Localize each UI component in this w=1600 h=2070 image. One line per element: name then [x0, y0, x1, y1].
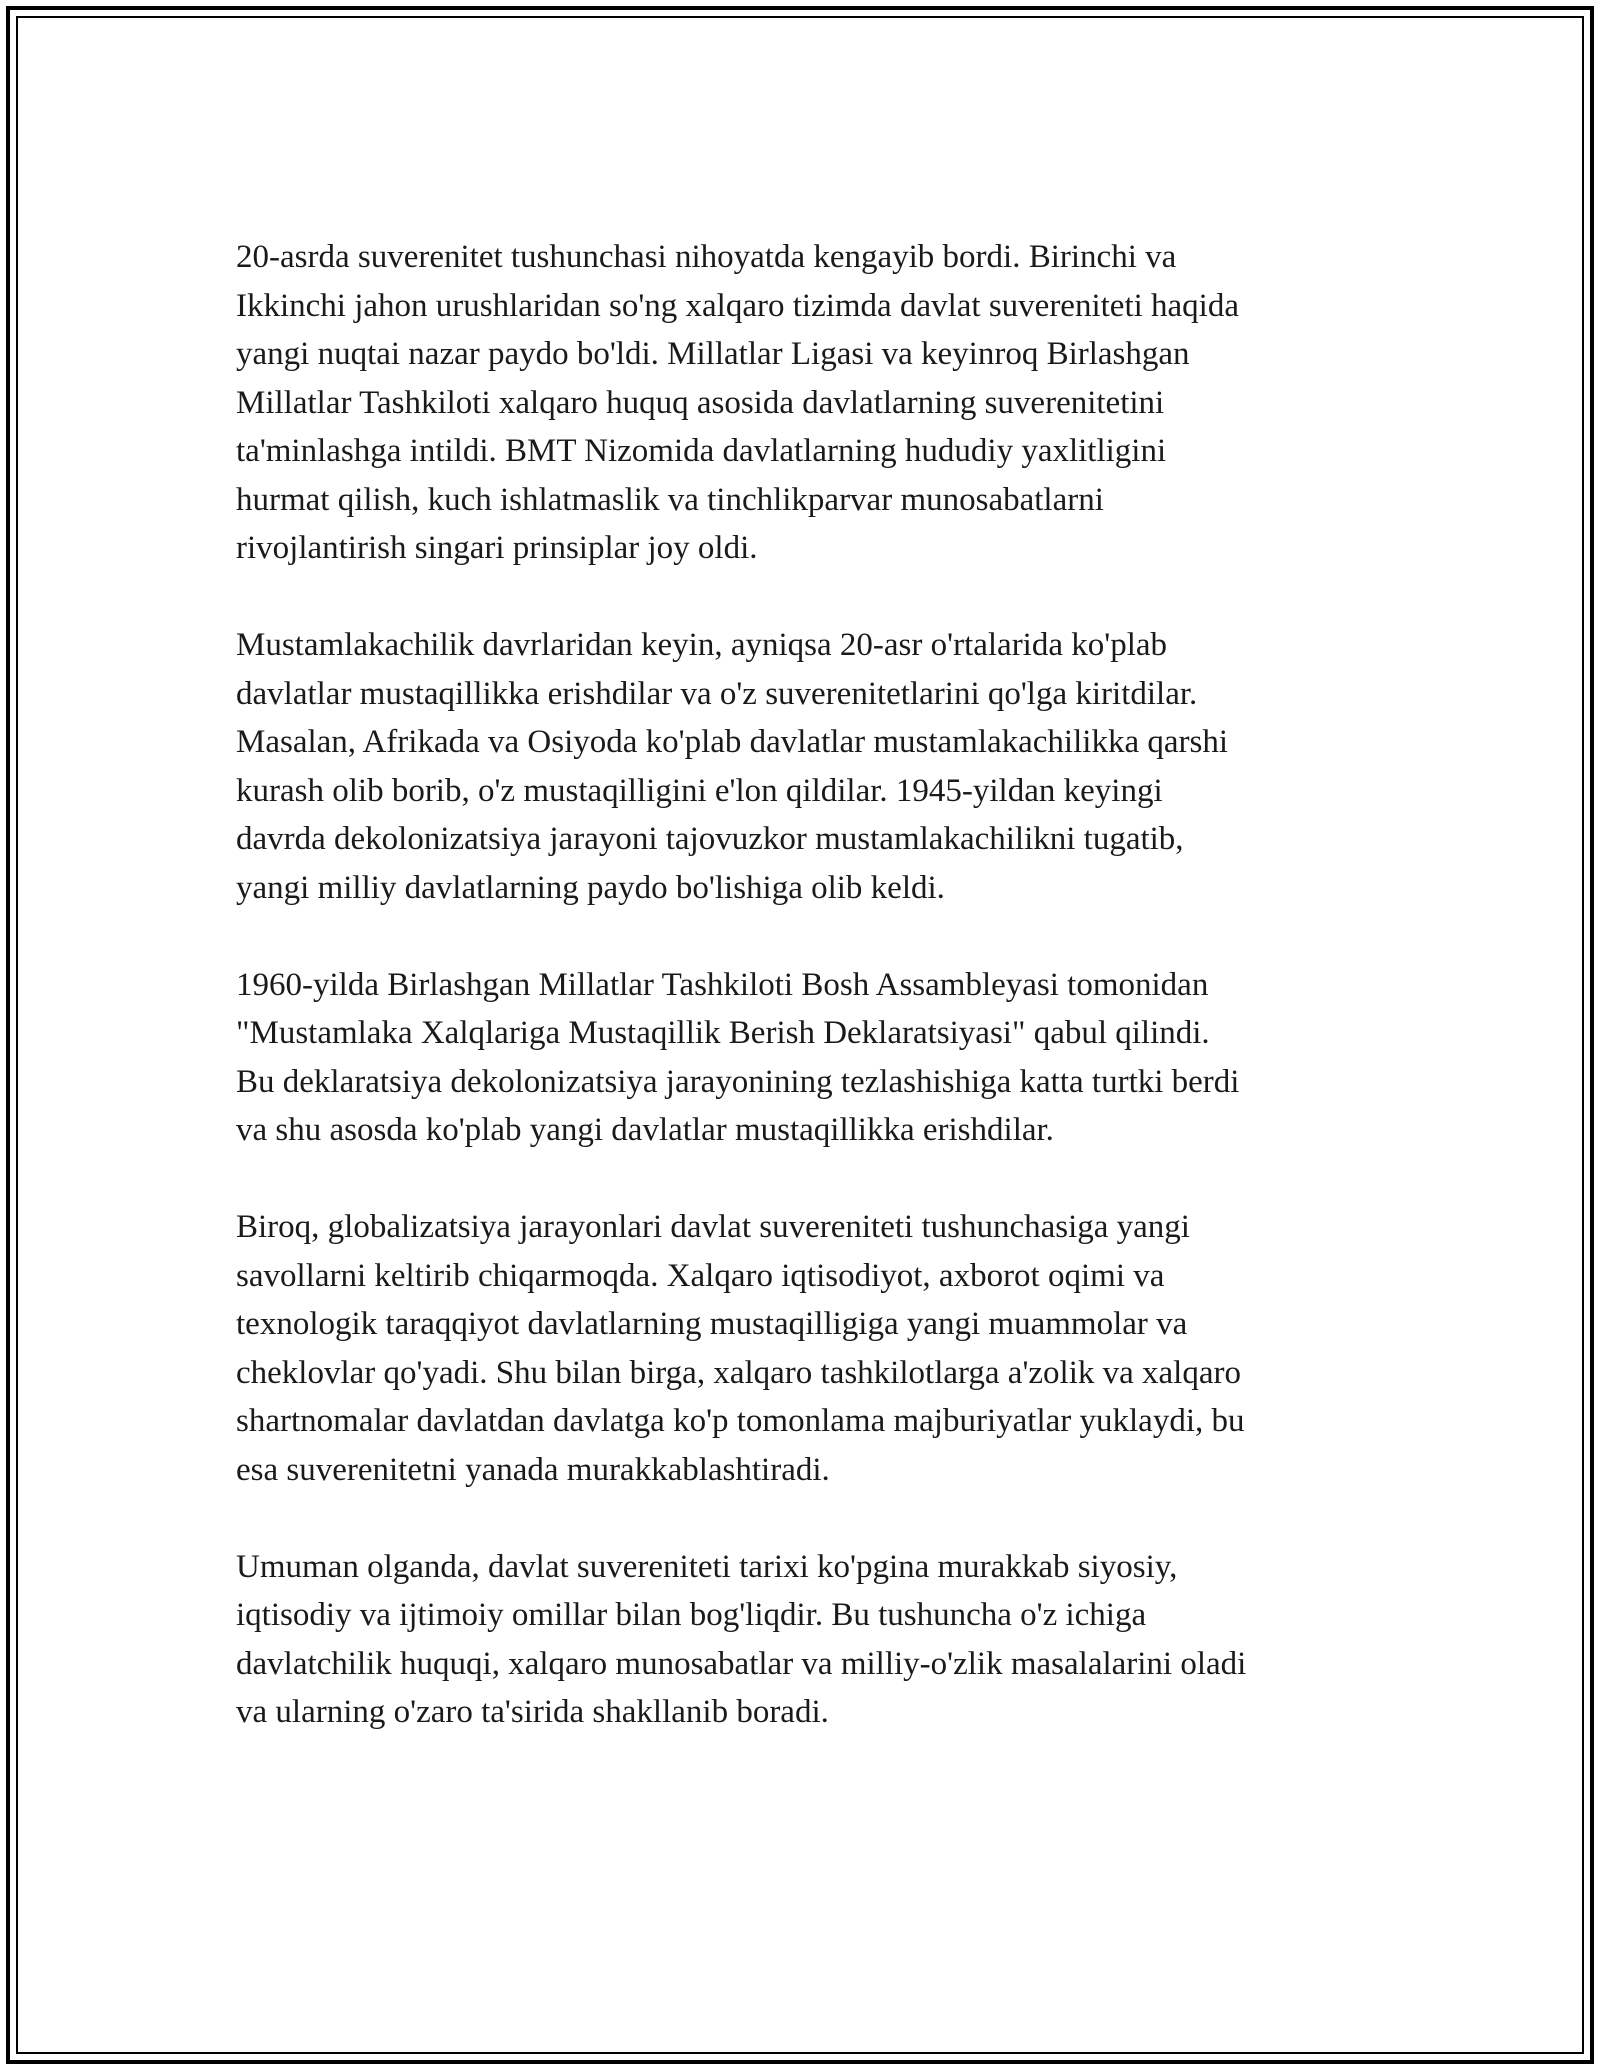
text-line: yangi milliy davlatlarning paydo bo'lishiga olib keldi. [236, 869, 945, 906]
paragraph-1 [236, 233, 1366, 573]
text-line: hurmat qilish, kuch ishlatmaslik va tinchlikparvar munosabatlarni [236, 481, 1104, 518]
text-line: kurash olib borib, o'z mustaqilligini e'lon qildilar. 1945-yildan keyingi [236, 772, 1163, 809]
text-line: texnologik taraqqiyot davlatlarning mustaqilligiga yangi muammolar va [236, 1306, 1188, 1342]
text-line: davlatchilik huquqi, xalqaro munosabatlar va milliy-o'zlik masalalarini oladi [236, 1645, 1247, 1682]
text-line: Biroq, globalizatsiya jarayonlari davlat suvereniteti tushunchasiga yangi [236, 1209, 1190, 1245]
text-line: Mustamlakachilik davrlaridan keyin, ayniqsa 20-asr o'rtalarida ko'plab [236, 627, 1168, 663]
text-line: davlatlar mustaqillikka erishdilar va o'z suverenitetlarini qo'lga kiritdilar. [236, 675, 1198, 712]
paragraph-2 [236, 621, 1366, 912]
paragraph-3 [236, 961, 1366, 1155]
paragraph-4 [236, 1203, 1366, 1494]
text-line: cheklovlar qo'yadi. Shu bilan birga, xalqaro tashkilotlarga a'zolik va xalqaro [236, 1354, 1241, 1391]
text-line: ta'minlashga intildi. BMT Nizomida davlatlarning hududiy yaxlitligini [236, 433, 1167, 469]
text-line: Bu deklaratsiya dekolonizatsiya jarayonining tezlashishiga katta turtki berdi [236, 1063, 1240, 1100]
text-line: rivojlantirish singari prinsiplar joy oldi. [236, 530, 758, 566]
text-line: Ikkinchi jahon urushlaridan so'ng xalqaro tizimda davlat suvereniteti haqida [236, 287, 1239, 324]
text-line: Millatlar Tashkiloti xalqaro huquq asosida davlatlarning suverenitetini [236, 384, 1165, 421]
text-line: davrda dekolonizatsiya jarayoni tajovuzkor mustamlakachilikni tugatib, [236, 821, 1184, 857]
text-line: va ularning o'zaro ta'sirida shakllanib boradi. [236, 1694, 829, 1730]
text-line: va shu asosda ko'plab yangi davlatlar mustaqillikka erishdilar. [236, 1112, 1054, 1148]
text-line: Masalan, Afrikada va Osiyoda ko'plab davlatlar mustamlakachilikka qarshi [236, 724, 1228, 760]
text-line: Umuman olganda, davlat suvereniteti tarixi ko'pgina murakkab siyosiy, [236, 1548, 1178, 1585]
paragraph-5 [236, 1543, 1366, 1737]
text-line: "Mustamlaka Xalqlariga Mustaqillik Berish Deklaratsiyasi" qabul qilindi. [236, 1015, 1210, 1051]
text-line: 1960-yilda Birlashgan Millatlar Tashkiloti Bosh Assambleyasi tomonidan [236, 966, 1209, 1003]
text-line: 20-asrda suverenitet tushunchasi nihoyatda kengayib bordi. Birinchi va [236, 239, 1177, 275]
text-line: shartnomalar davlatdan davlatga ko'p tomonlama majburiyatlar yuklaydi, bu [236, 1403, 1245, 1439]
text-line: esa suverenitetni yanada murakkablashtiradi. [236, 1451, 830, 1488]
text-line: iqtisodiy va ijtimoiy omillar bilan bog'liqdir. Bu tushuncha o'z ichiga [236, 1597, 1147, 1633]
text-line: yangi nuqtai nazar paydo bo'ldi. Millatlar Ligasi va keyinroq Birlashgan [236, 336, 1190, 372]
text-line: savollarni keltirib chiqarmoqda. Xalqaro iqtisodiyot, axborot oqimi va [236, 1257, 1165, 1294]
document-body [236, 233, 1366, 1785]
